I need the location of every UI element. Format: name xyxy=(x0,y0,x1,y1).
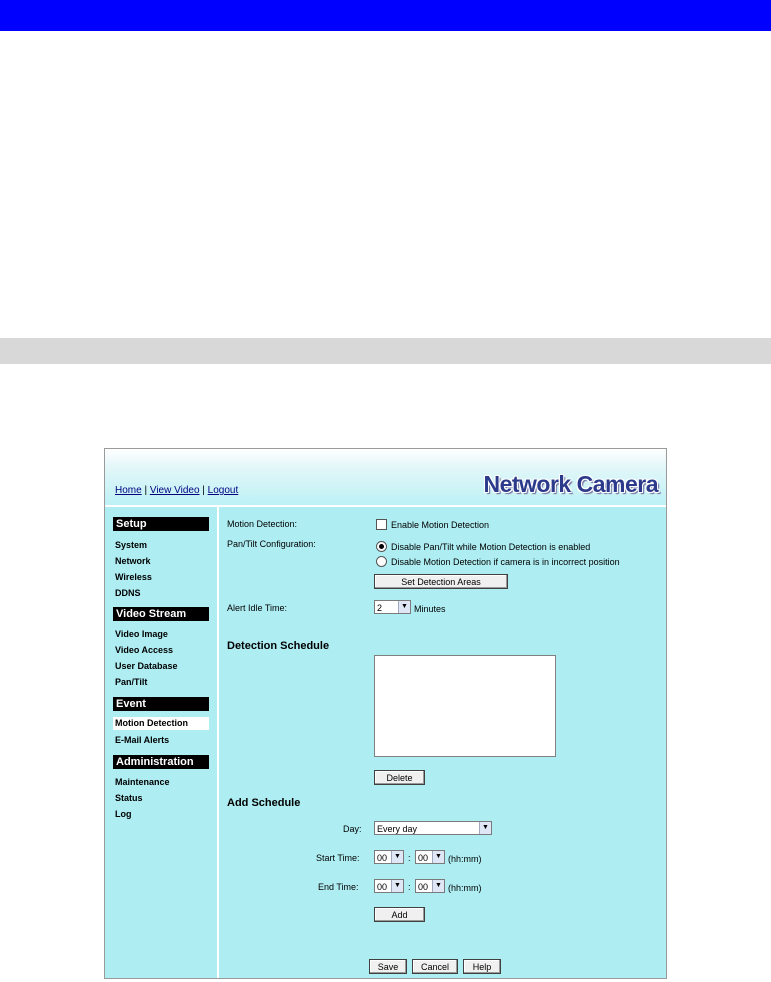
disable-motion-radio[interactable] xyxy=(376,556,387,567)
sidebar-heading-video-stream: Video Stream xyxy=(113,607,209,621)
sidebar-heading-setup: Setup xyxy=(113,517,209,531)
sidebar-item-video-access[interactable]: Video Access xyxy=(115,645,174,655)
motion-detection-label: Motion Detection: xyxy=(227,519,298,529)
alert-idle-time-select[interactable] xyxy=(374,600,411,614)
save-button[interactable]: Save xyxy=(369,959,407,974)
enable-motion-checkbox[interactable] xyxy=(376,519,387,530)
delete-button[interactable]: Delete xyxy=(374,770,425,785)
end-time-format: (hh:mm) xyxy=(448,883,482,893)
logout-link[interactable]: Logout xyxy=(207,485,239,496)
start-hour-select[interactable] xyxy=(374,850,404,864)
sidebar-item-motion-detection[interactable]: Motion Detection xyxy=(113,717,209,730)
sidebar-item-wireless[interactable]: Wireless xyxy=(115,572,152,582)
enable-motion-label: Enable Motion Detection xyxy=(391,520,490,530)
home-link[interactable]: Home xyxy=(115,485,142,496)
add-button[interactable]: Add xyxy=(374,907,425,922)
link-separator: | xyxy=(141,485,150,496)
sidebar-item-pan-tilt[interactable]: Pan/Tilt xyxy=(115,677,148,687)
disable-pan-tilt-label: Disable Pan/Tilt while Motion Detection is enabled xyxy=(391,542,591,552)
chevron-down-icon: ▼ xyxy=(479,822,491,834)
camera-settings-screenshot xyxy=(104,448,667,979)
end-minute-select[interactable] xyxy=(415,879,445,893)
sidebar xyxy=(105,507,217,979)
sidebar-item-video-image[interactable]: Video Image xyxy=(115,629,168,639)
help-button[interactable]: Help xyxy=(463,959,501,974)
motion-detection-form xyxy=(219,507,667,979)
network-camera-logo: Network Camera xyxy=(483,471,658,497)
start-minute-value: 00 xyxy=(418,853,429,863)
cancel-button[interactable]: Cancel xyxy=(412,959,458,974)
page-header xyxy=(105,449,666,505)
sidebar-item-system[interactable]: System xyxy=(115,540,148,550)
time-colon: : xyxy=(408,853,411,863)
sidebar-item-user-database[interactable]: User Database xyxy=(115,661,178,671)
day-value: Every day xyxy=(377,824,418,834)
end-hour-select[interactable] xyxy=(374,879,404,893)
sidebar-item-email-alerts[interactable]: E-Mail Alerts xyxy=(115,735,170,745)
sidebar-heading-administration: Administration xyxy=(113,755,209,769)
set-detection-areas-button[interactable]: Set Detection Areas xyxy=(374,574,508,589)
schedule-listbox[interactable] xyxy=(374,655,556,757)
sidebar-item-ddns[interactable]: DDNS xyxy=(115,588,141,598)
disable-pan-tilt-radio[interactable] xyxy=(376,541,387,552)
end-hour-value: 00 xyxy=(377,882,388,892)
view-video-link[interactable]: View Video xyxy=(149,485,200,496)
disable-motion-label: Disable Motion Detection if camera is in incorrect position xyxy=(391,557,620,567)
chevron-down-icon: ▼ xyxy=(391,880,403,892)
end-time-label: End Time: xyxy=(318,882,359,892)
end-minute-value: 00 xyxy=(418,882,429,892)
alert-idle-time-label: Alert Idle Time: xyxy=(227,603,288,613)
section-gray-bar xyxy=(0,338,771,364)
detection-schedule-heading: Detection Schedule xyxy=(227,640,330,652)
sidebar-item-network[interactable]: Network xyxy=(115,556,151,566)
top-nav-links xyxy=(115,485,238,496)
link-separator: | xyxy=(199,485,208,496)
chevron-down-icon: ▼ xyxy=(391,851,403,863)
start-time-format: (hh:mm) xyxy=(448,854,482,864)
sidebar-heading-event: Event xyxy=(113,697,209,711)
day-label: Day: xyxy=(343,824,362,834)
time-colon: : xyxy=(408,882,411,892)
sidebar-item-log[interactable]: Log xyxy=(115,809,132,819)
chevron-down-icon: ▼ xyxy=(432,880,444,892)
pan-tilt-config-label: Pan/Tilt Configuration: xyxy=(227,539,316,549)
sidebar-item-status[interactable]: Status xyxy=(115,793,143,803)
minutes-label: Minutes xyxy=(414,604,446,614)
sidebar-item-maintenance[interactable]: Maintenance xyxy=(115,777,170,787)
alert-idle-time-value: 2 xyxy=(377,603,383,613)
day-select[interactable] xyxy=(374,821,492,835)
start-time-label: Start Time: xyxy=(316,853,360,863)
start-minute-select[interactable] xyxy=(415,850,445,864)
chevron-down-icon: ▼ xyxy=(398,601,410,613)
chevron-down-icon: ▼ xyxy=(432,851,444,863)
add-schedule-heading: Add Schedule xyxy=(227,797,301,809)
top-title-bar xyxy=(0,0,771,31)
start-hour-value: 00 xyxy=(377,853,388,863)
